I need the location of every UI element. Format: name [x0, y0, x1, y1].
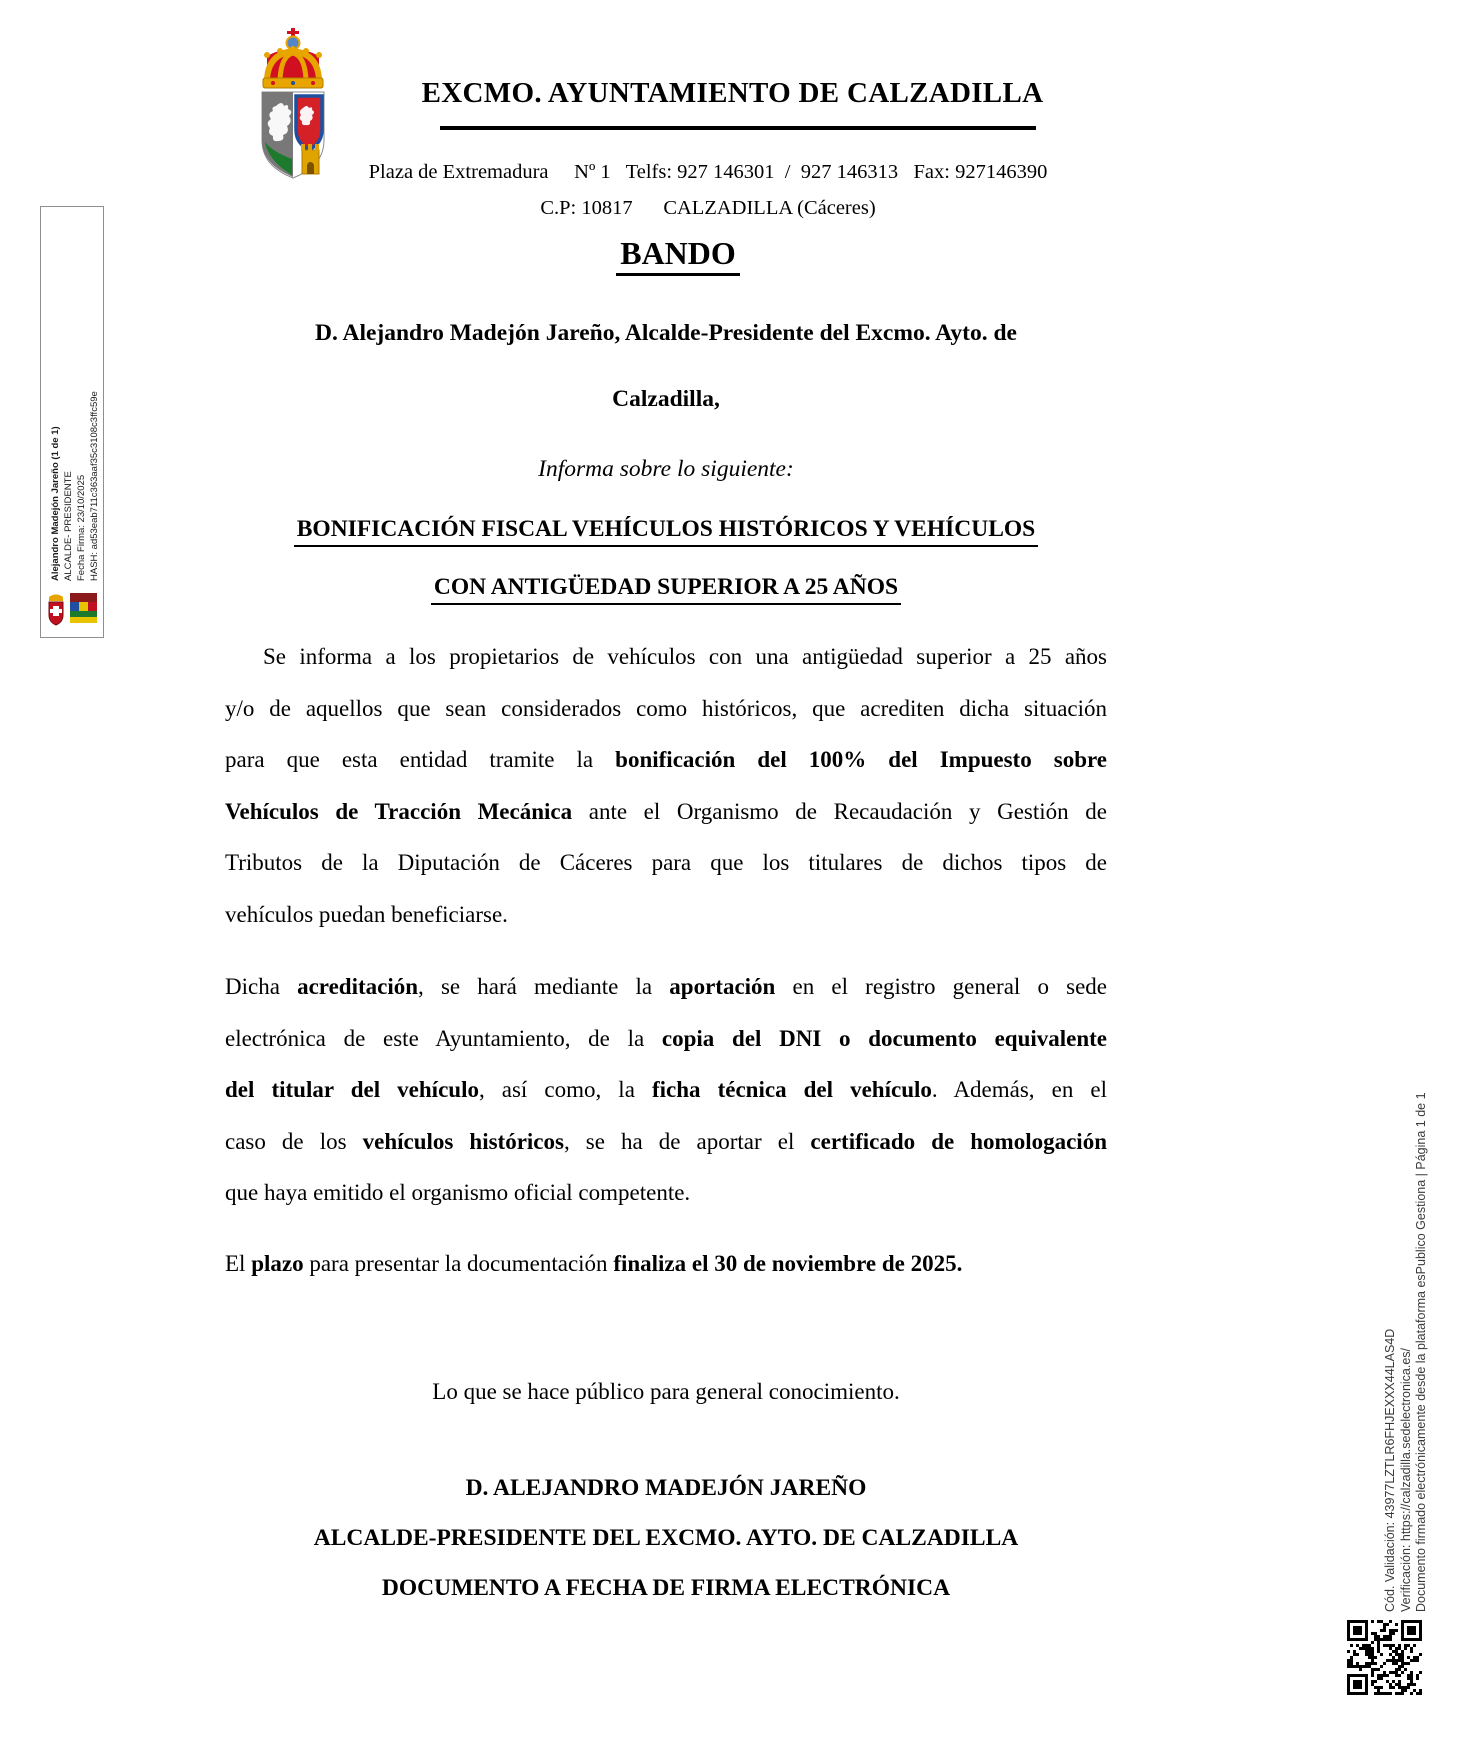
text-line: Cód. Validación: 43977LZTLR6FHJEXXX44LAS4D — [1383, 1328, 1397, 1612]
signature-name: D. ALEJANDRO MADEJÓN JAREÑO — [465, 1475, 867, 1501]
address-line: Plaza de Extremadura Nº 1 Telfs: 927 146301 / 927 146313 Fax: 927146390 — [368, 161, 1048, 183]
text-line: Tributos de la Diputación de Cáceres para que los titulares de dichos tipos de — [225, 850, 1107, 875]
text-line: que haya emitido el organismo oficial competente. — [225, 1180, 691, 1205]
qr-code — [1347, 1620, 1422, 1695]
postal-line: C.P: 10817 CALZADILLA (Cáceres) — [540, 197, 876, 219]
text-line: Fecha Firma: 23/10/2025 — [76, 474, 87, 581]
text-line: para que esta entidad tramite la bonificación del 100% del Impuesto sobre — [225, 747, 1107, 772]
text-line: Verificación: https://calzadilla.sedelectronica.es/ — [1398, 1347, 1413, 1612]
text-line: Alejandro Madejón Jareño (1 de 1) — [50, 426, 61, 581]
text-line: electrónica de este Ayuntamiento, de la copia del DNI o documento equivalente — [225, 1025, 1108, 1051]
subject-heading-text-2: CON ANTIGÜEDAD SUPERIOR A 25 AÑOS — [431, 574, 901, 605]
text-line: y/o de aquellos que sean considerados como históricos, que acrediten dicha situación — [225, 695, 1107, 721]
text-line: Lo que se hace público para general conocimiento. — [432, 1379, 900, 1404]
text-line: Se informa a los propietarios de vehículos con una antigüedad superior a 25 años — [263, 644, 1107, 669]
paragraph-2 — [225, 961, 1107, 1219]
body-text — [225, 631, 1107, 1418]
text-line: caso de los vehículos históricos, se ha de aportar el certificado de homologación — [225, 1128, 1107, 1154]
stamp-flag-icon — [70, 591, 97, 627]
signature-title: ALCALDE-PRESIDENTE DEL EXCMO. AYTO. DE CALZADILLA — [313, 1525, 1019, 1551]
signature-block — [225, 1463, 1107, 1613]
public-notice-line — [225, 1366, 1107, 1418]
signature-esign-note: DOCUMENTO A FECHA DE FIRMA ELECTRÓNICA — [381, 1575, 951, 1601]
spacer — [225, 940, 1107, 961]
mayor-intro-line-2: Calzadilla, — [612, 386, 720, 412]
organization-title: EXCMO. AYUNTAMIENTO DE CALZADILLA — [421, 77, 1044, 109]
text-line: Vehículos de Tracción Mecánica ante el Organismo de Recaudación y Gestión de — [225, 798, 1107, 824]
paragraph-1 — [225, 631, 1107, 940]
text-line: Documento firmado electrónicamente desde la plataforma esPublico Gestiona | Página 1 de 1 — [1414, 1092, 1428, 1612]
text-line: HASH: ad53eab711c363aaf35c3108c3ffc59e — [89, 391, 100, 581]
signature-stamp-icons — [46, 591, 98, 633]
calzadilla-coat-of-arms-icon — [256, 26, 330, 180]
signature-stamp-text — [49, 211, 101, 581]
spacer — [225, 1289, 1107, 1366]
spacer — [225, 1219, 1107, 1238]
subject-heading-line-2 — [225, 574, 1107, 601]
validation-sidebar-text — [1383, 950, 1430, 1612]
subject-heading-text-1: BONIFICACIÓN FISCAL VEHÍCULOS HISTÓRICOS Y VEHÍCULOS — [294, 516, 1038, 547]
stamp-crest-icon — [46, 591, 66, 627]
title-underline-rule — [440, 126, 1036, 130]
text-line: vehículos puedan beneficiarse. — [225, 901, 508, 927]
document-type-heading — [428, 235, 928, 272]
paragraph-3-deadline — [225, 1238, 1107, 1290]
subject-heading-line-1 — [225, 516, 1107, 543]
text-line: del titular del vehículo, así como, la ficha técnica del vehículo. Además, en el — [225, 1077, 1108, 1102]
informa-line: Informa sobre lo siguiente: — [538, 456, 794, 482]
mayor-intro-line-1: D. Alejandro Madejón Jareño, Alcalde-Presidente del Excmo. Ayto. de — [315, 320, 1017, 346]
document-type-text: BANDO — [616, 235, 740, 276]
text-line: ALCALDE- PRESIDENTE — [63, 471, 74, 581]
text-line: El plazo para presentar la documentación finaliza el 30 de noviembre de 2025. — [225, 1250, 963, 1276]
text-line: Dicha acreditación, se hará mediante la aportación en el registro general o sede — [225, 974, 1107, 999]
